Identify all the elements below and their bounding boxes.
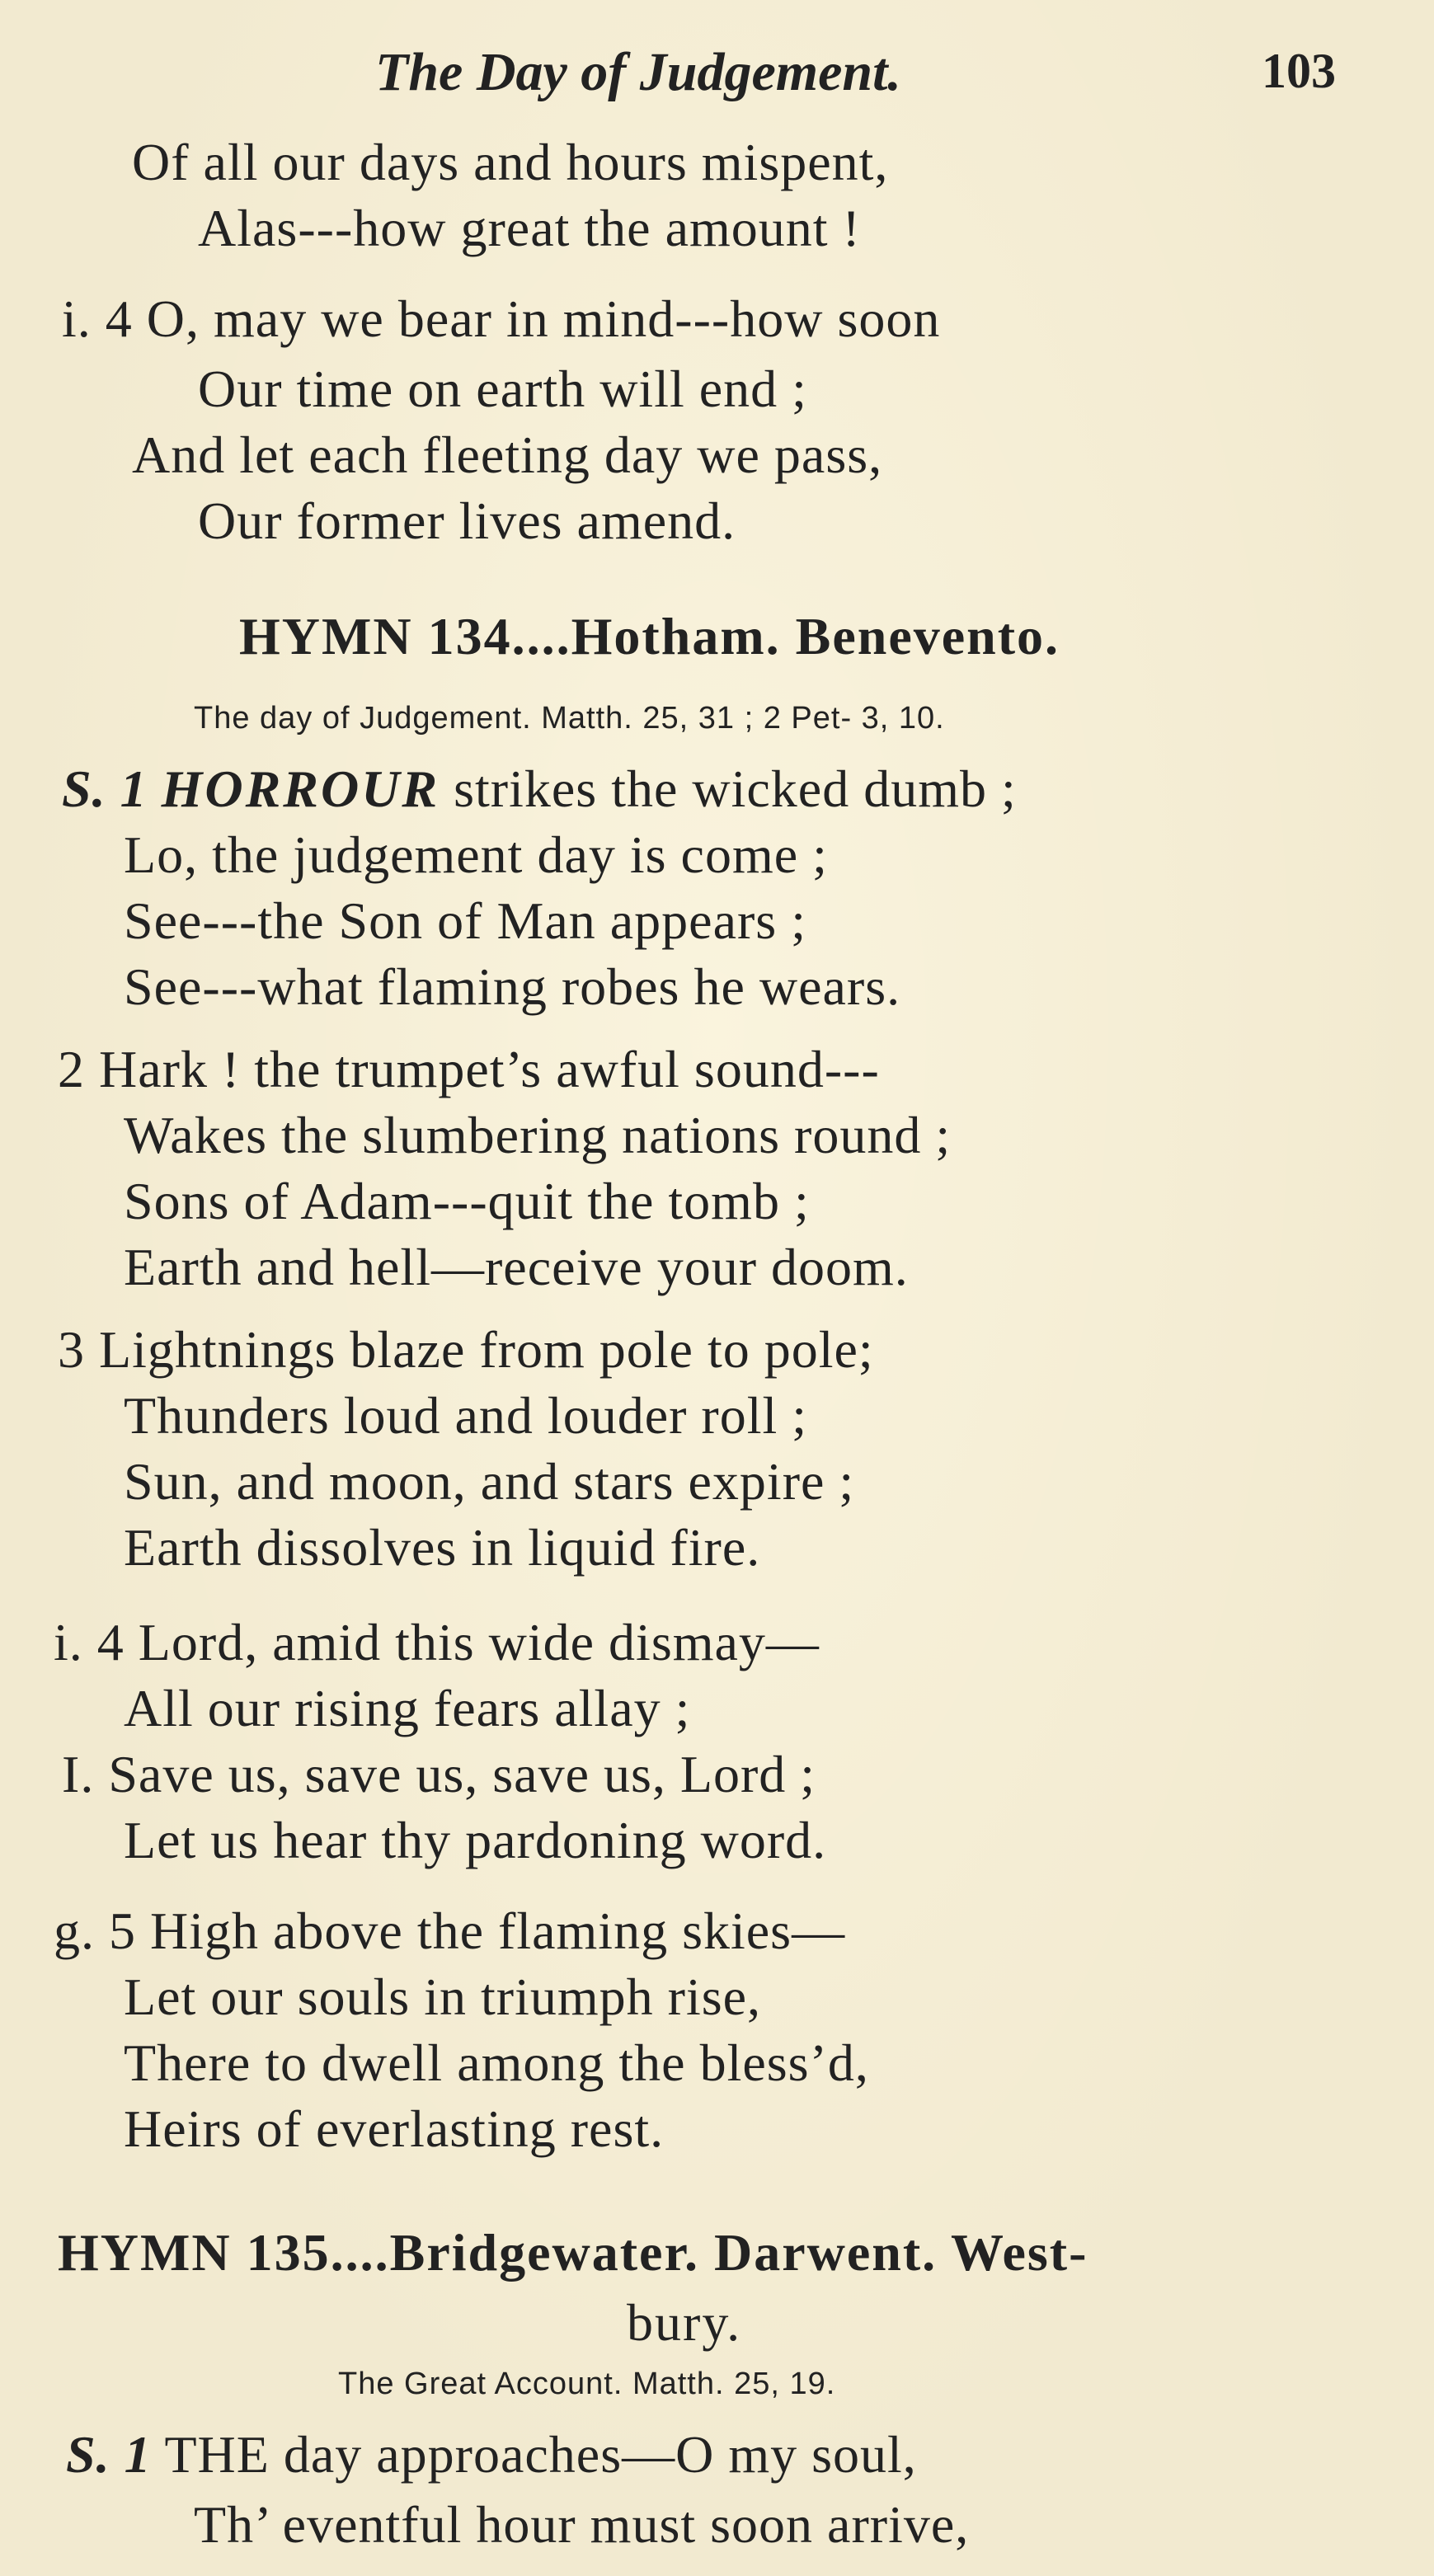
- verse-line: And let each fleeting day we pass,: [132, 425, 883, 484]
- verse-line: Th’ eventful hour must soon arrive,: [194, 2495, 970, 2554]
- verse-line: Sons of Adam---quit the tomb ;: [124, 1172, 810, 1230]
- verse-line: Our time on earth will end ;: [198, 360, 807, 418]
- verse-line-rest: strikes the wicked dumb ;: [454, 759, 1017, 818]
- verse-line: All our rising fears allay ;: [124, 1679, 691, 1737]
- hymn-135-heading: HYMN 135....Bridgewater. Darwent. West-: [58, 2223, 1088, 2282]
- verse-line: Wakes the slumbering nations round ;: [124, 1106, 952, 1164]
- hymn-134-heading: HYMN 134....Hotham. Benevento.: [239, 607, 1060, 665]
- verse-line: See---what flaming robes he wears.: [124, 957, 901, 1016]
- verse-line: Earth dissolves in liquid fire.: [124, 1518, 761, 1577]
- hymn-135-heading-continued: bury.: [627, 2293, 742, 2352]
- verse-line: Alas---how great the amount !: [198, 199, 861, 257]
- stanza-mark: S. 1: [66, 2425, 152, 2484]
- verse-line: 3 Lightnings blaze from pole to pole;: [58, 1320, 874, 1379]
- verse-line: i. 4 O, may we bear in mind---how soon: [62, 289, 941, 348]
- verse-line: Thunders loud and louder roll ;: [124, 1386, 808, 1445]
- verse-line: Our former lives amend.: [198, 491, 736, 550]
- page-number: 103: [1262, 44, 1336, 98]
- stanza-mark: S. 1: [62, 759, 148, 818]
- verse-line: g. 5 High above the flaming skies—: [54, 1901, 846, 1960]
- opening-word: HORROUR: [161, 759, 440, 818]
- verse-line: Let our souls in triumph rise,: [124, 1967, 762, 2026]
- verse-line: i. 4 Lord, amid this wide dismay—: [54, 1613, 820, 1671]
- verse-line: Lo, the judgement day is come ;: [124, 825, 828, 884]
- verse-line: 2 Hark ! the trumpet’s awful sound---: [58, 1040, 880, 1098]
- verse-line: Of all our days and hours mispent,: [132, 133, 889, 191]
- verse-line: Let us hear thy pardoning word.: [124, 1811, 827, 1869]
- running-head-title: The Day of Judgement.: [375, 42, 901, 102]
- verse-line: Earth and hell—receive your doom.: [124, 1238, 909, 1296]
- stanza-1-first-line: [66, 2425, 917, 2484]
- verse-line: Sun, and moon, and stars expire ;: [124, 1452, 855, 1511]
- verse-line: Heirs of everlasting rest.: [124, 2099, 665, 2158]
- verse-line-rest: THE day approaches—O my soul,: [164, 2425, 917, 2484]
- verse-line: There to dwell among the bless’d,: [124, 2033, 869, 2092]
- hymn-135-subject: The Great Account. Matth. 25, 19.: [338, 2367, 836, 2401]
- verse-line: See---the Son of Man appears ;: [124, 891, 806, 950]
- stanza-1-first-line: [62, 759, 1017, 818]
- hymn-134-subject: The day of Judgement. Matth. 25, 31 ; 2 Pet- 3, 10.: [194, 701, 945, 736]
- verse-line: I. Save us, save us, save us, Lord ;: [62, 1745, 816, 1803]
